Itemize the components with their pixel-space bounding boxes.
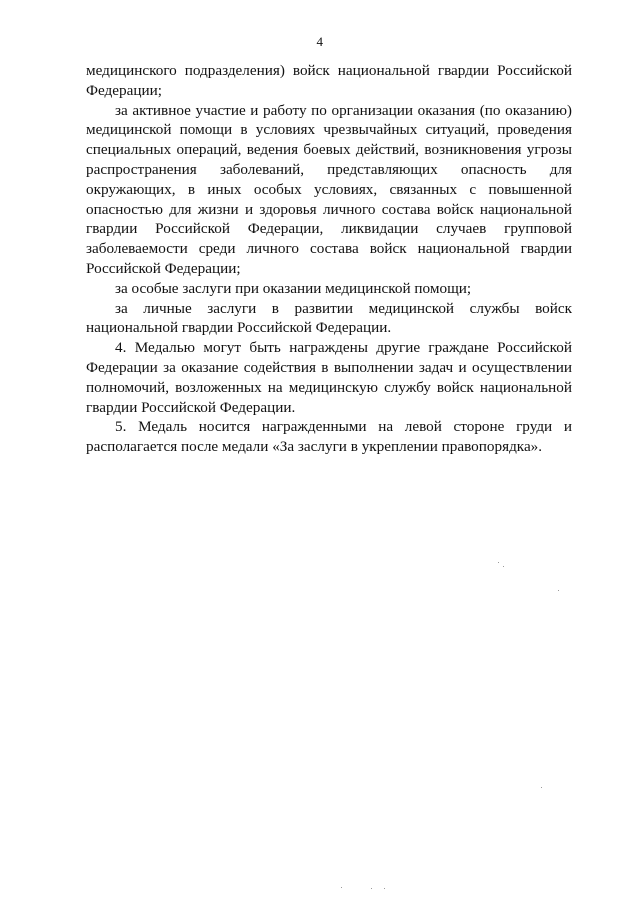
scan-speck xyxy=(558,590,559,591)
scan-speck xyxy=(371,888,372,889)
paragraph-special-merit: за особые заслуги при оказании медицинской помощи; xyxy=(115,279,472,297)
page-number: 4 xyxy=(316,34,324,49)
scan-speck xyxy=(503,566,504,567)
paragraph-clause-5: 5. Медаль носится награжденными на левой стороне груди и располагается после медали «За заслуги в укреплении правопорядка». xyxy=(86,418,572,456)
scan-speck xyxy=(384,888,385,889)
paragraph-federation-continuation: медицинского подразделения) войск национальной гвардии Российской Федерации; xyxy=(86,62,572,99)
paragraph-clause-4: 4. Медалью могут быть награждены другие граждане Российской Федерации за оказание содействия в выполнении задач и осуществлении полномочий, возложенных на медицинскую службу войск национальной гвардии Российской Федерации. xyxy=(86,339,572,416)
scan-speck xyxy=(541,787,542,788)
paragraph-personal-merit: за личные заслуги в развитии медицинской службы войск национальной гвардии Российской Федерации. xyxy=(86,299,572,337)
scan-speck xyxy=(341,887,342,888)
scan-speck xyxy=(498,562,499,563)
document-body xyxy=(86,61,572,457)
paragraph-emergency-medical-aid: за активное участие и работу по организации оказания (по оказанию) медицинской помощи в условиях чрезвычайных ситуаций, проведения специальных операций, ведения боевых действий, возникновения угрозы распространения заболеваний, представляющих опасность для окружающих, в иных особых условиях, связанных с повышенной опасностью для жизни и здоровья личного состава войск национальной гвардии Российской Федерации, ликвидации случаев групповой заболеваемости среди личного состава войск национальной гвардии Российской Федерации; xyxy=(86,101,572,277)
